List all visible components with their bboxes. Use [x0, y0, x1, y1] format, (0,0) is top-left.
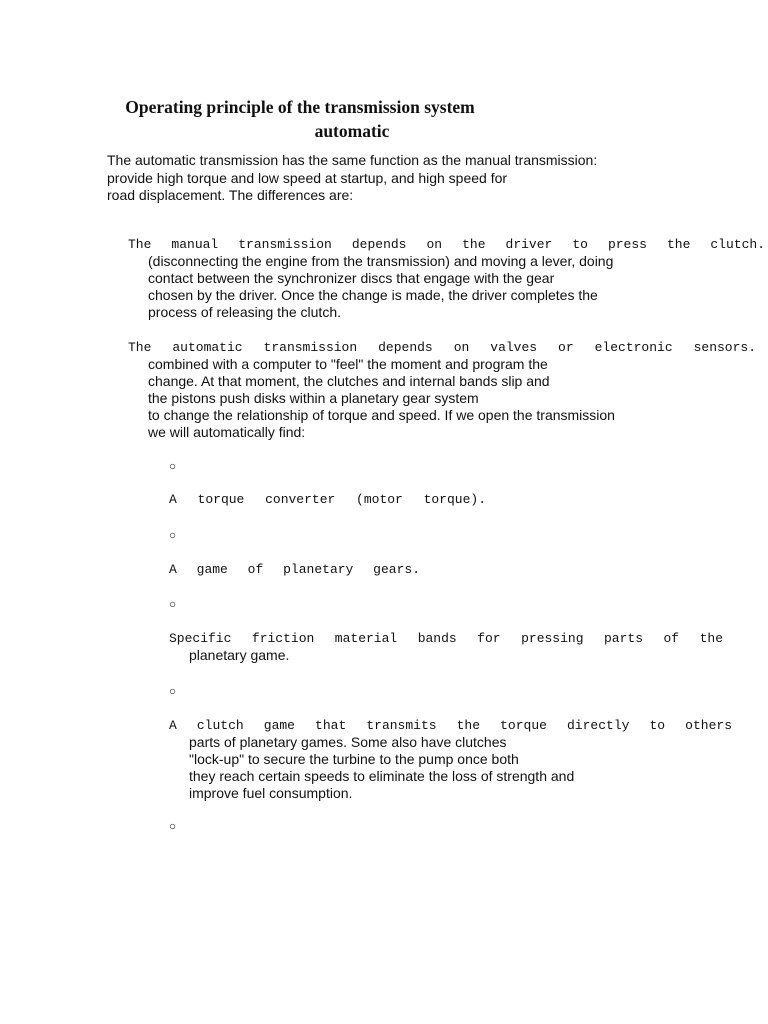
paragraph-line: combined with a computer to "feel" the moment and program the — [148, 356, 548, 372]
list-item — [169, 561, 420, 578]
circle-bullet-icon: ○ — [169, 820, 177, 834]
title-line-1: Operating principle of the transmission system — [125, 97, 475, 117]
intro-line: road displacement. The differences are: — [107, 187, 354, 203]
automatic-transmission-paragraph — [128, 339, 756, 441]
list-item-line: they reach certain speeds to eliminate the loss of strength and — [189, 768, 575, 784]
paragraph-lead: The manual transmission depends on the driver to press the clutch. — [128, 237, 765, 252]
circle-bullet-icon: ○ — [169, 685, 177, 699]
list-item-lead: A torque converter (motor torque). — [169, 492, 486, 507]
intro-line: provide high torque and low speed at startup, and high speed for — [107, 169, 508, 186]
paragraph-line: contact between the synchronizer discs that engage with the gear — [148, 270, 555, 286]
intro-paragraph — [107, 152, 647, 205]
list-item — [169, 630, 723, 664]
circle-bullet-icon: ○ — [169, 460, 177, 474]
manual-transmission-paragraph — [128, 236, 765, 321]
list-item-line: parts of planetary games. Some also have clutches — [189, 734, 507, 750]
list-item — [169, 491, 486, 508]
paragraph-line: process of releasing the clutch. — [148, 304, 341, 320]
paragraph-line: to change the relationship of torque and speed. If we open the transmission — [148, 407, 615, 423]
list-item-line: "lock-up" to secure the turbine to the pump once both — [189, 751, 519, 767]
list-item-lead: A clutch game that transmits the torque directly to others — [169, 718, 732, 733]
title-line-2: automatic — [314, 121, 390, 141]
circle-bullet-icon: ○ — [169, 529, 177, 543]
paragraph-line: change. At that moment, the clutches and internal bands slip and — [148, 373, 550, 389]
paragraph-line: chosen by the driver. Once the change is made, the driver completes the — [148, 287, 598, 303]
list-item-line: improve fuel consumption. — [189, 785, 353, 801]
paragraph-line: (disconnecting the engine from the transmission) and moving a lever, doing — [148, 253, 614, 269]
list-item-lead: A game of planetary gears. — [169, 562, 420, 577]
paragraph-line: we will automatically find: — [148, 424, 306, 440]
paragraph-line: the pistons push disks within a planetary gear system — [148, 390, 479, 406]
intro-line: The automatic transmission has the same function as the manual transmission: — [107, 152, 598, 168]
list-item-lead: Specific friction material bands for pressing parts of the — [169, 631, 723, 646]
list-item-line: planetary game. — [189, 647, 290, 663]
paragraph-lead: The automatic transmission depends on valves or electronic sensors. — [128, 340, 756, 355]
document-title — [0, 95, 600, 143]
list-item — [169, 717, 732, 802]
circle-bullet-icon: ○ — [169, 598, 177, 612]
